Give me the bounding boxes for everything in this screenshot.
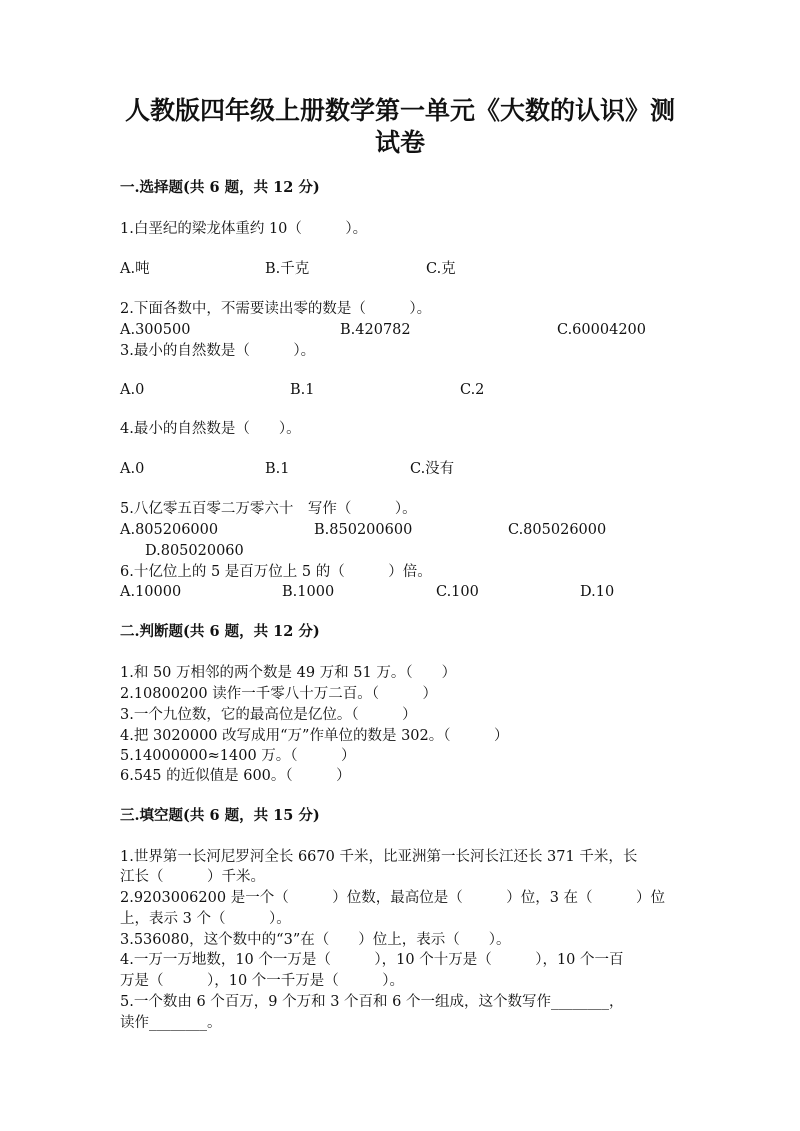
fill-line: 1.世界第一长河尼罗河全长 6670 千米，比亚洲第一长河长江还长 371 千米，长 bbox=[120, 849, 638, 865]
question-text: 4.最小的自然数是（ ）。 bbox=[120, 421, 301, 437]
title-line-2: 试卷 bbox=[374, 128, 425, 157]
page-title bbox=[110, 95, 690, 159]
option-a: A.0 bbox=[120, 461, 145, 477]
question-text: 1.白垩纪的梁龙体重约 10（ ）。 bbox=[120, 221, 368, 237]
option-a: A.300500 bbox=[120, 322, 191, 338]
fill-line: 4.一万一万地数，10 个一万是（ ），10 个十万是（ ），10 个一百 bbox=[120, 952, 624, 968]
option-c: C.2 bbox=[460, 382, 485, 398]
section-heading-fill: 三.填空题(共 6 题，共 15 分) bbox=[120, 807, 320, 824]
title-line-1: 人教版四年级上册数学第一单元《大数的认识》测 bbox=[124, 96, 675, 125]
section-heading-judgement: 二.判断题(共 6 题，共 12 分) bbox=[120, 623, 320, 640]
judgement-item: 4.把 3020000 改写成用“万”作单位的数是 302。（ ） bbox=[120, 728, 509, 744]
option-a: A.0 bbox=[120, 382, 145, 398]
fill-line: 2.9203006200 是一个（ ）位数，最高位是（ ）位，3 在（ ）位 bbox=[120, 890, 666, 906]
judgement-item: 1.和 50 万相邻的两个数是 49 万和 51 万。（ ） bbox=[120, 665, 457, 681]
fill-line: 读作________。 bbox=[120, 1015, 222, 1031]
option-b: B.1 bbox=[265, 461, 290, 477]
option-c: C.805026000 bbox=[508, 522, 607, 538]
option-d: D.10 bbox=[580, 584, 615, 600]
option-c: C.60004200 bbox=[557, 322, 646, 338]
option-b: B.千克 bbox=[265, 261, 310, 277]
fill-line: 5.一个数由 6 个百万，9 个万和 3 个百和 6 个一组成，这个数写作________， bbox=[120, 994, 624, 1010]
option-b: B.1 bbox=[290, 382, 315, 398]
judgement-item: 2.10800200 读作一千零八十万二百。（ ） bbox=[120, 686, 437, 702]
option-b: B.850200600 bbox=[314, 522, 413, 538]
fill-line: 万是（ ），10 个一千万是（ ）。 bbox=[120, 973, 405, 989]
option-a: A.10000 bbox=[120, 584, 182, 600]
fill-line: 上，表示 3 个（ ）。 bbox=[120, 911, 291, 927]
option-b: B.420782 bbox=[340, 322, 411, 338]
fill-line: 3.536080，这个数中的“3”在（ ）位上，表示（ ）。 bbox=[120, 932, 511, 948]
question-text: 2.下面各数中，不需要读出零的数是（ ）。 bbox=[120, 301, 432, 317]
section-heading-choice: 一.选择题(共 6 题，共 12 分) bbox=[120, 179, 320, 196]
option-c: C.没有 bbox=[410, 461, 455, 477]
judgement-item: 6.545 的近似值是 600。（ ） bbox=[120, 768, 351, 784]
option-a: A.805206000 bbox=[120, 522, 219, 538]
option-a: A.吨 bbox=[120, 261, 150, 277]
question-text: 6.十亿位上的 5 是百万位上 5 的（ ）倍。 bbox=[120, 564, 432, 580]
option-d: D.805020060 bbox=[145, 543, 244, 559]
fill-line: 江长（ ）千米。 bbox=[120, 869, 265, 885]
option-b: B.1000 bbox=[282, 584, 335, 600]
judgement-item: 5.14000000≈1400 万。（ ） bbox=[120, 748, 356, 764]
judgement-item: 3.一个九位数，它的最高位是亿位。（ ） bbox=[120, 707, 417, 723]
option-c: C.100 bbox=[436, 584, 479, 600]
question-text: 3.最小的自然数是（ ）。 bbox=[120, 343, 316, 359]
question-text: 5.八亿零五百零二万零六十 写作（ ）。 bbox=[120, 501, 417, 517]
option-c: C.克 bbox=[426, 261, 456, 277]
